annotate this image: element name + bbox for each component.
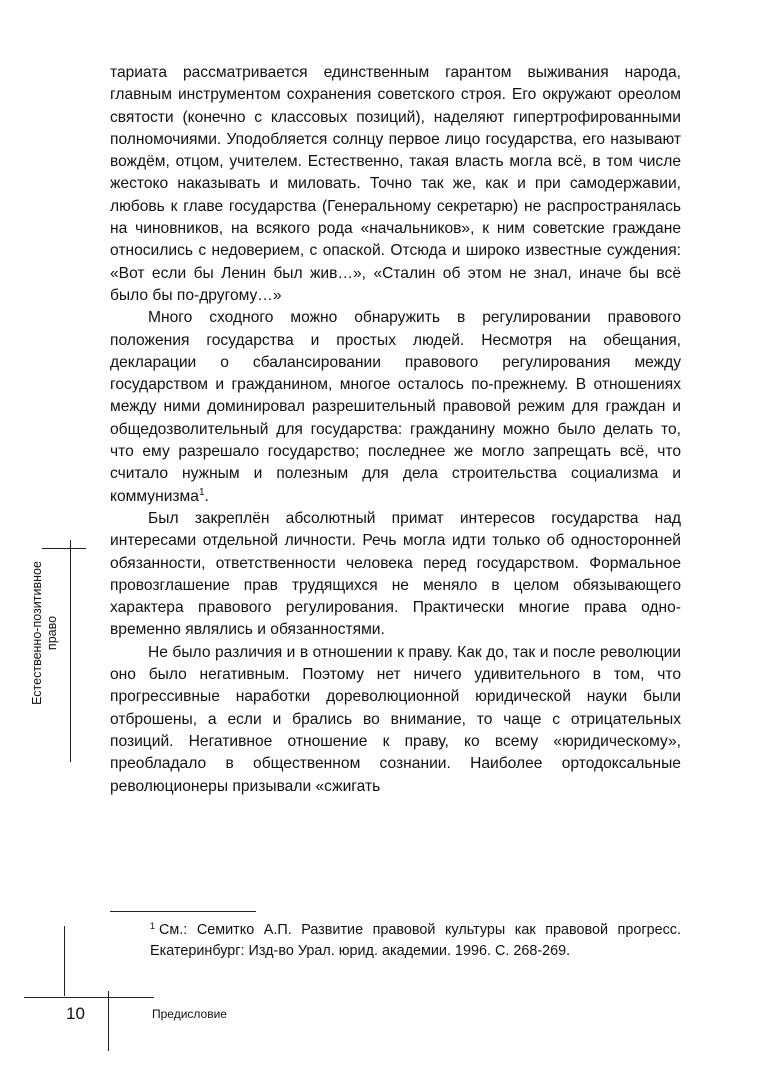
side-running-head-text [30, 548, 72, 718]
paragraph-2-end: . [204, 487, 209, 505]
footnote-reference[interactable]: 1 [198, 486, 205, 498]
footnote-separator [110, 911, 256, 912]
paragraph-2 [110, 307, 681, 508]
side-running-head [30, 548, 72, 718]
paragraph-1: тариата рассматривается единственным гарантом выживания народа, главным инструментом сохранения советского строя. Его окружают ореолом святости (конечно с классовых позиций), наделяют гипертрофированными полномочиями. Уподобляется солнцу первое лицо государства, его называют вождём, отцом, учителем. Естественно, такая власть могла всё, в том числе жестоко наказывать и миловать. Точно так же, как и при самодержавии, любовь к главе государства (Генеральному секретарю) не распространялась на чиновников, на всякого рода «начальников», к ним советские граждане относились с недоверием, с опаской. Отсюда и широко известные суждения: «Вот если бы Ленин был жив…», «Сталин об этом не знал, иначе бы всё было бы по-другому…» [110, 64, 681, 304]
paragraph-3: Был закреплён абсолютный примат интересов государства над интересами отдельной личности. Речь могла идти только об односторонней обязанности, ответственности человека перед государством. Формальное провозглашение прав трудящихся не меняло в целом обязывающего характера правового регулирования. Практически многие права одновременно являлись и обязанностями. [110, 509, 681, 639]
running-foot: Предисловие [152, 1007, 227, 1021]
side-running-head-line-2: право [45, 615, 59, 651]
paragraph-4: Не было различия и в отношении к праву. Как до, так и после революции оно было негативным. Поэтому нет ничего удивительного в том, что прогрессивные наработки дореволюционной юридической науки были отброшены, а если и брались во внимание, то чаще с отрицательных позиций. Негативное отношение к праву, ко всему «юридическому», преобладало в общественном сознании. Наиболее ортодоксальные революционеры призывали «сжигать [110, 643, 681, 795]
page-number: 10 [66, 1004, 85, 1023]
paragraph-2-text: Много сходного можно обнаружить в регулировании правового положения государства и простых людей. Несмотря на обещания, декларации о сбалансировании правового регулирования между государством и гражданином, многое осталось по-прежнему. В отношениях между ними доминировал разрешительный правовой режим для граждан и общедозволительный для государства: гражданину можно было делать то, что ему разрешало государство; последнее же могло запрещать всё, что считало нужным и полезным для дела строительства социализма и коммунизма [110, 309, 681, 505]
side-running-head-line-1: Естественно-позитивное [30, 561, 44, 705]
folio-rule-horizontal [24, 997, 154, 998]
body-text [110, 62, 681, 798]
footnote-text: См.: Семитко А.П. Развитие правовой культуры как правовой прогресс. Екатеринбург: Изд-во Урал. юрид. академии. 1996. С. 268-269. [150, 922, 681, 959]
folio-rule-vertical-left [64, 926, 65, 996]
footnote [150, 920, 681, 961]
folio-rule-vertical-right [108, 991, 109, 1051]
footnote-marker: 1 [150, 921, 156, 931]
